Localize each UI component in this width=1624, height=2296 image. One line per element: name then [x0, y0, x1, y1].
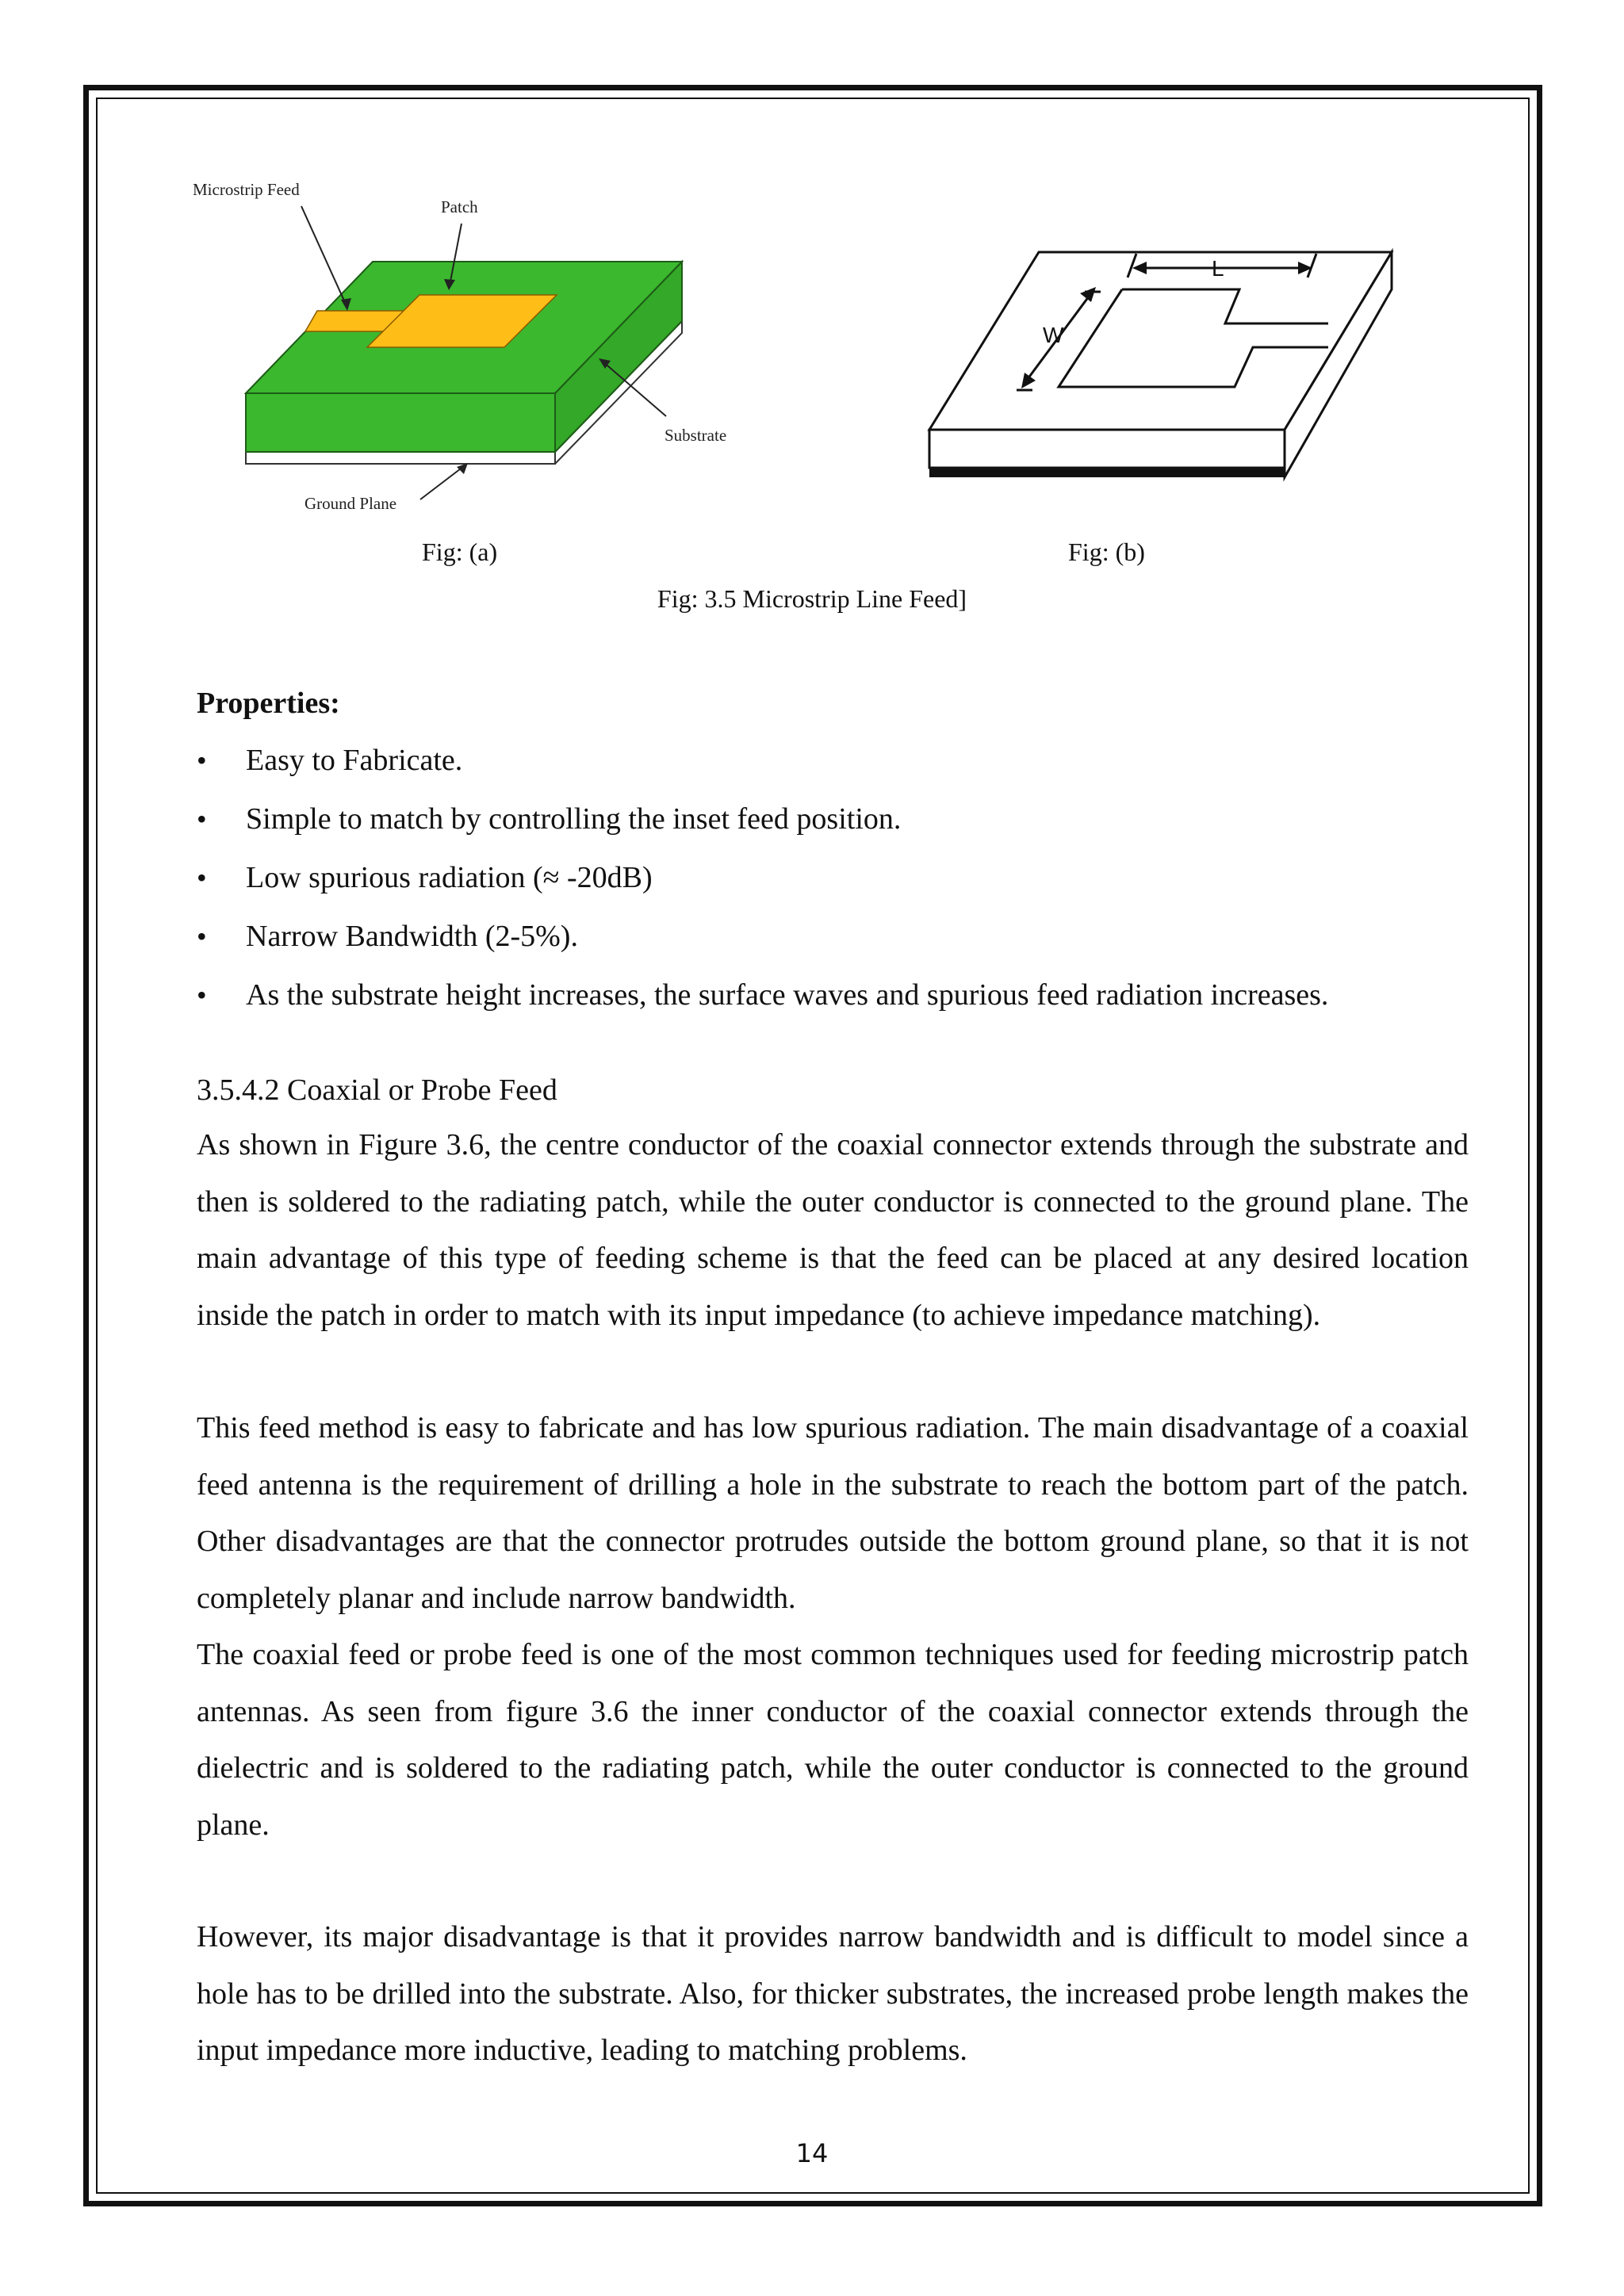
fig-b-ground-plane: [929, 468, 1285, 477]
figure-a-diagram: [182, 174, 753, 523]
list-item: • Narrow Bandwidth (2-5%).: [197, 907, 1465, 966]
bullet-icon: •: [197, 920, 207, 952]
list-item: • Low spurious radiation (≈ -20dB): [197, 848, 1465, 907]
properties-heading: Properties:: [197, 687, 340, 720]
properties-list: [197, 731, 1465, 1024]
figure-caption: Fig: 3.5 Microstrip Line Feed]: [657, 584, 967, 613]
length-label: L: [1212, 256, 1224, 281]
figure-a-caption: Fig: (a): [422, 538, 498, 566]
list-item: • Simple to match by controlling the inset feed position.: [197, 790, 1465, 848]
microstrip-feed-label: Microstrip Feed: [193, 180, 300, 199]
ground-plane-front: [246, 452, 555, 464]
figure-b-caption: Fig: (b): [1068, 538, 1145, 566]
bullet-icon: •: [197, 803, 207, 835]
bullet-icon: •: [197, 979, 207, 1011]
width-label: W: [1043, 323, 1064, 347]
bullet-icon: •: [197, 862, 207, 894]
section-title: 3.5.4.2 Coaxial or Probe Feed: [197, 1073, 557, 1107]
substrate-label: Substrate: [665, 426, 727, 445]
ground-plane-label: Ground Plane: [304, 494, 397, 513]
bullet-icon: •: [197, 744, 207, 776]
paragraph-3: The coaxial feed or probe feed is one of the most common techniques used for feeding microstrip patch antennas. As seen from figure 3.6 the inner conductor of the coaxial connector extends through the dielectric and is soldered to the radiating patch, while the outer conductor is connected to the ground plane.: [197, 1638, 1469, 1842]
fig-b-substrate-front: [929, 430, 1285, 468]
figure-b-diagram: [920, 246, 1411, 492]
paragraph-4: However, its major disadvantage is that it provides narrow bandwidth and is difficult to model since a hole has to be drilled into the substrate. Also, for thicker substrates, the increased probe length makes the input impedance more inductive, leading to matching problems.: [197, 1920, 1469, 2067]
list-item: • As the substrate height increases, the surface waves and spurious feed radiation increases.: [197, 966, 1465, 1024]
paragraph-2: This feed method is easy to fabricate and has low spurious radiation. The main disadvantage of a coaxial feed antenna is the requirement of drilling a hole in the substrate to reach the bottom part of the patch. Other disadvantages are that the connector protrudes outside the bottom ground plane, so that it is not completely planar and include narrow bandwidth.: [197, 1411, 1469, 1615]
page-number: 14: [795, 2138, 829, 2168]
microstrip-feed-leader: [301, 206, 347, 308]
ground-plane-leader: [420, 466, 464, 499]
list-item: • Easy to Fabricate.: [197, 731, 1465, 790]
substrate-front: [246, 393, 555, 452]
paragraph-1: As shown in Figure 3.6, the centre conductor of the coaxial connector extends through the substrate and then is soldered to the radiating patch, while the outer conductor is connected to the ground plane. The main advantage of this type of feeding scheme is that the feed can be placed at any desired location inside the patch in order to match with its input impedance (to achieve impedance matching).: [197, 1128, 1469, 1332]
patch-label: Patch: [441, 197, 478, 216]
